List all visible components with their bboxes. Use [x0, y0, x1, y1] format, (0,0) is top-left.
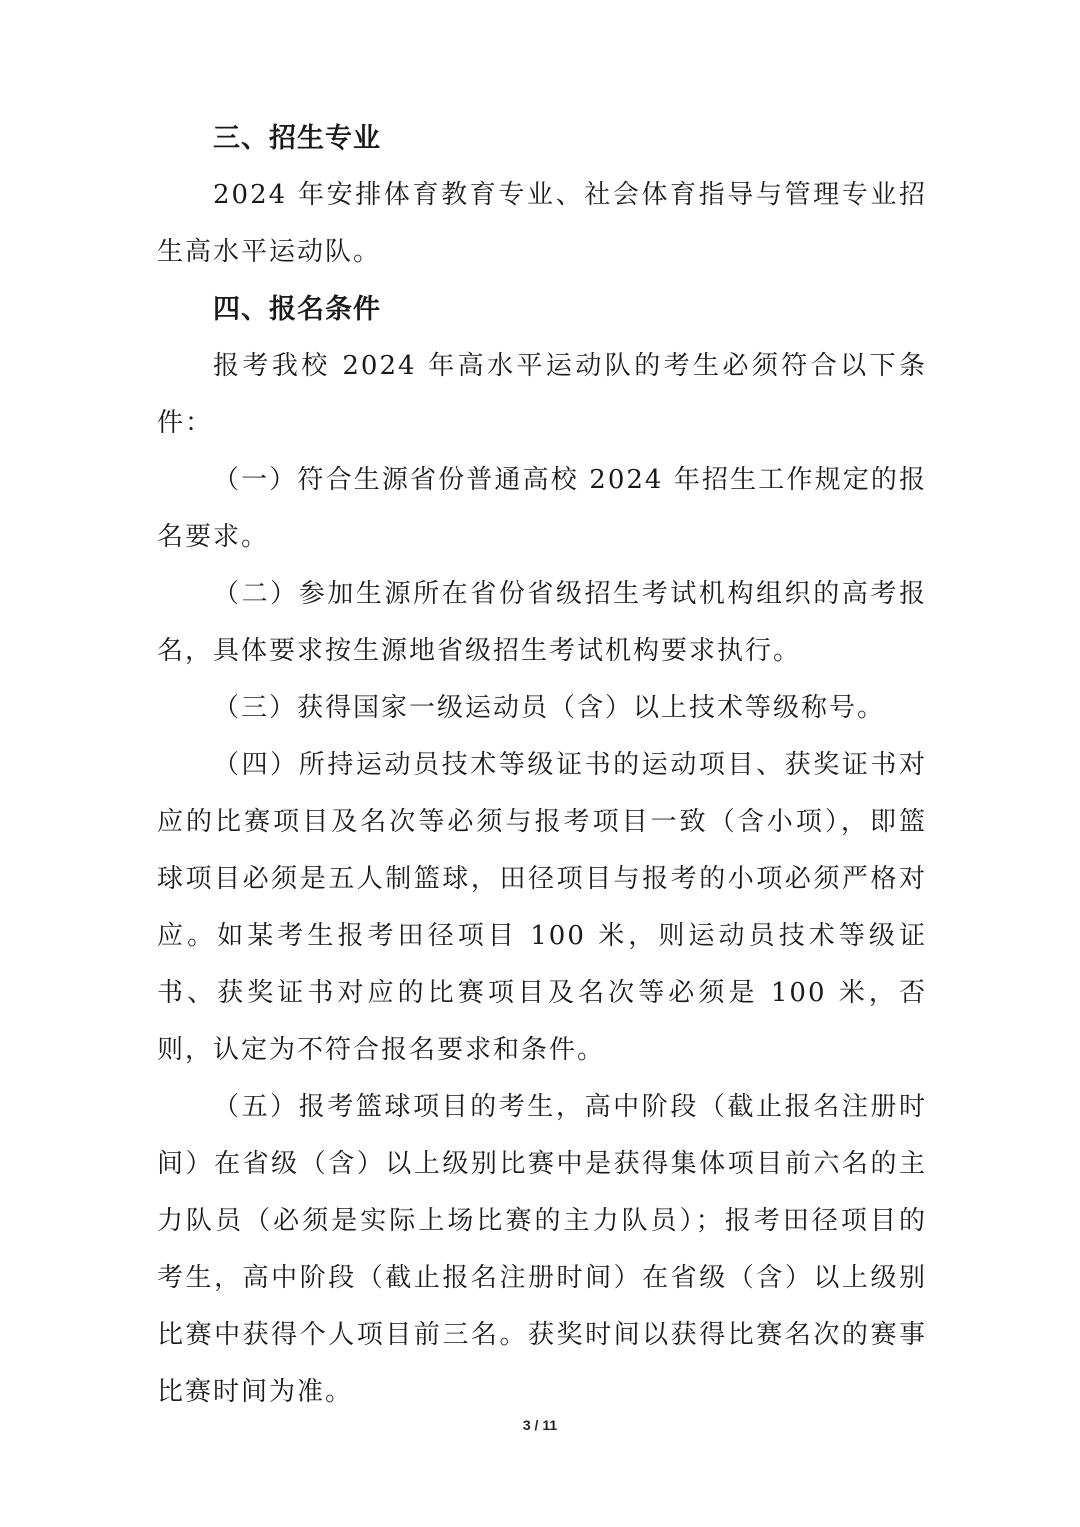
- page-number: 3 / 11: [522, 1417, 558, 1433]
- paragraph-condition-1: （一）符合生源省份普通高校 2024 年招生工作规定的报名要求。: [157, 465, 927, 552]
- paragraph-condition-5: （五）报考篮球项目的考生，高中阶段（截止报名注册时间）在省级（含）以上级别比赛中是获得集体项目前六名的主力队员（必须是实际上场比赛的主力队员）；报考田径项目的考生，高中阶段（截止报名注册时间）在省级（含）以上级别比赛中获得个人项目前三名。获奖时间以获得比赛名次的赛事比赛时间为准。: [157, 1092, 927, 1407]
- paragraph-conditions-intro: 报考我校 2024 年高水平运动队的考生必须符合以下条件：: [157, 351, 927, 438]
- document-body: [157, 110, 927, 1421]
- paragraph-condition-3: （三）获得国家一级运动员（含）以上技术等级称号。: [213, 693, 886, 723]
- paragraph-condition-2: （二）参加生源所在省份省级招生考试机构组织的高考报名，具体要求按生源地省级招生考试机构要求执行。: [157, 579, 927, 666]
- paragraph-majors: 2024 年安排体育教育专业、社会体育指导与管理专业招生高水平运动队。: [157, 180, 927, 267]
- section-heading-enrollment-majors: 三、招生专业: [213, 123, 381, 154]
- paragraph-condition-4: （四）所持运动员技术等级证书的运动项目、获奖证书对应的比赛项目及名次等必须与报考项目一致（含小项），即篮球项目必须是五人制篮球，田径项目与报考的小项必须严格对应。如某考生报考田径项目 100 米，则运动员技术等级证书、获奖证书对应的比赛项目及名次等必须是 100 米，否则，认定为不符合报名要求和条件。: [157, 750, 927, 1065]
- section-heading-registration-conditions: 四、报名条件: [213, 294, 381, 325]
